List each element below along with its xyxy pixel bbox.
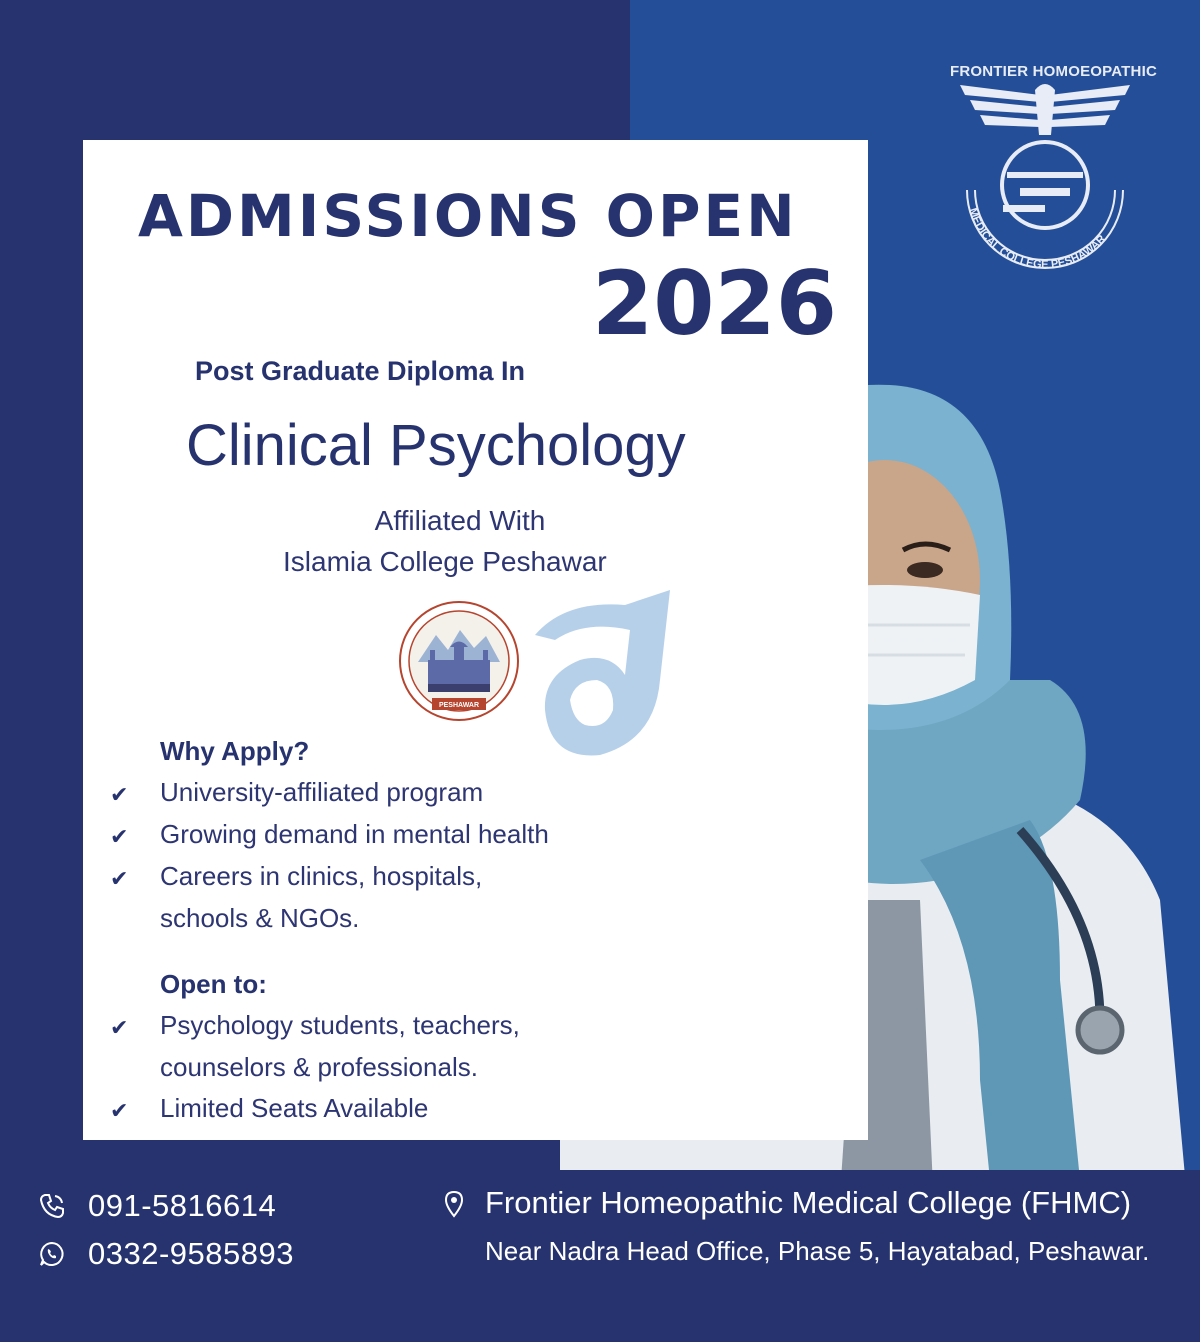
college-logo xyxy=(945,60,1157,280)
open-to-item: Psychology students, teachers, xyxy=(160,1010,520,1040)
program-name: Clinical Psychology xyxy=(186,413,686,478)
program-prefix: Post Graduate Diploma In xyxy=(195,356,526,386)
why-apply-item: Growing demand in mental health xyxy=(160,819,549,849)
why-apply-title: Why Apply? xyxy=(160,736,310,766)
college-logo-title: FRONTIER HOMOEOPATHIC xyxy=(950,63,1157,80)
why-apply-item: schools & NGOs. xyxy=(160,903,360,933)
why-apply-item: University-affiliated program xyxy=(160,777,484,807)
check-icon: ✔ xyxy=(110,824,129,849)
college-logo-ring-text: MEDICAL COLLEGE PESHAWAR xyxy=(966,206,1109,272)
location-name: Frontier Homeopathic Medical College (FHMC) xyxy=(485,1185,1132,1220)
whatsapp-number[interactable]: 0332-9585893 xyxy=(88,1236,294,1271)
islamia-seal-text: PESHAWAR xyxy=(438,702,480,709)
open-to-item: Limited Seats Available xyxy=(160,1093,429,1123)
footer-bottom-strip xyxy=(0,1285,1200,1342)
check-icon: ✔ xyxy=(110,782,129,807)
admission-year: 2026 xyxy=(592,252,837,355)
watermark-logo xyxy=(525,580,685,760)
islamia-college-seal xyxy=(398,600,520,722)
check-icon: ✔ xyxy=(110,866,129,891)
check-icon: ✔ xyxy=(110,1098,129,1123)
phone-number[interactable]: 091-5816614 xyxy=(88,1188,277,1223)
open-to-title: Open to: xyxy=(160,969,267,999)
location-pin-icon xyxy=(440,1190,468,1218)
check-icon: ✔ xyxy=(110,1015,129,1040)
location-address: Near Nadra Head Office, Phase 5, Hayatabad, Peshawar. xyxy=(485,1236,1150,1266)
headline: ADMISSIONS OPEN xyxy=(138,182,798,250)
affiliation-line1: Affiliated With xyxy=(374,505,546,536)
why-apply-item: Careers in clinics, hospitals, xyxy=(160,861,483,891)
whatsapp-icon xyxy=(38,1240,66,1268)
affiliation-line2: Islamia College Peshawar xyxy=(283,546,607,577)
open-to-item: counselors & professionals. xyxy=(160,1052,478,1082)
phone-icon xyxy=(38,1192,66,1220)
